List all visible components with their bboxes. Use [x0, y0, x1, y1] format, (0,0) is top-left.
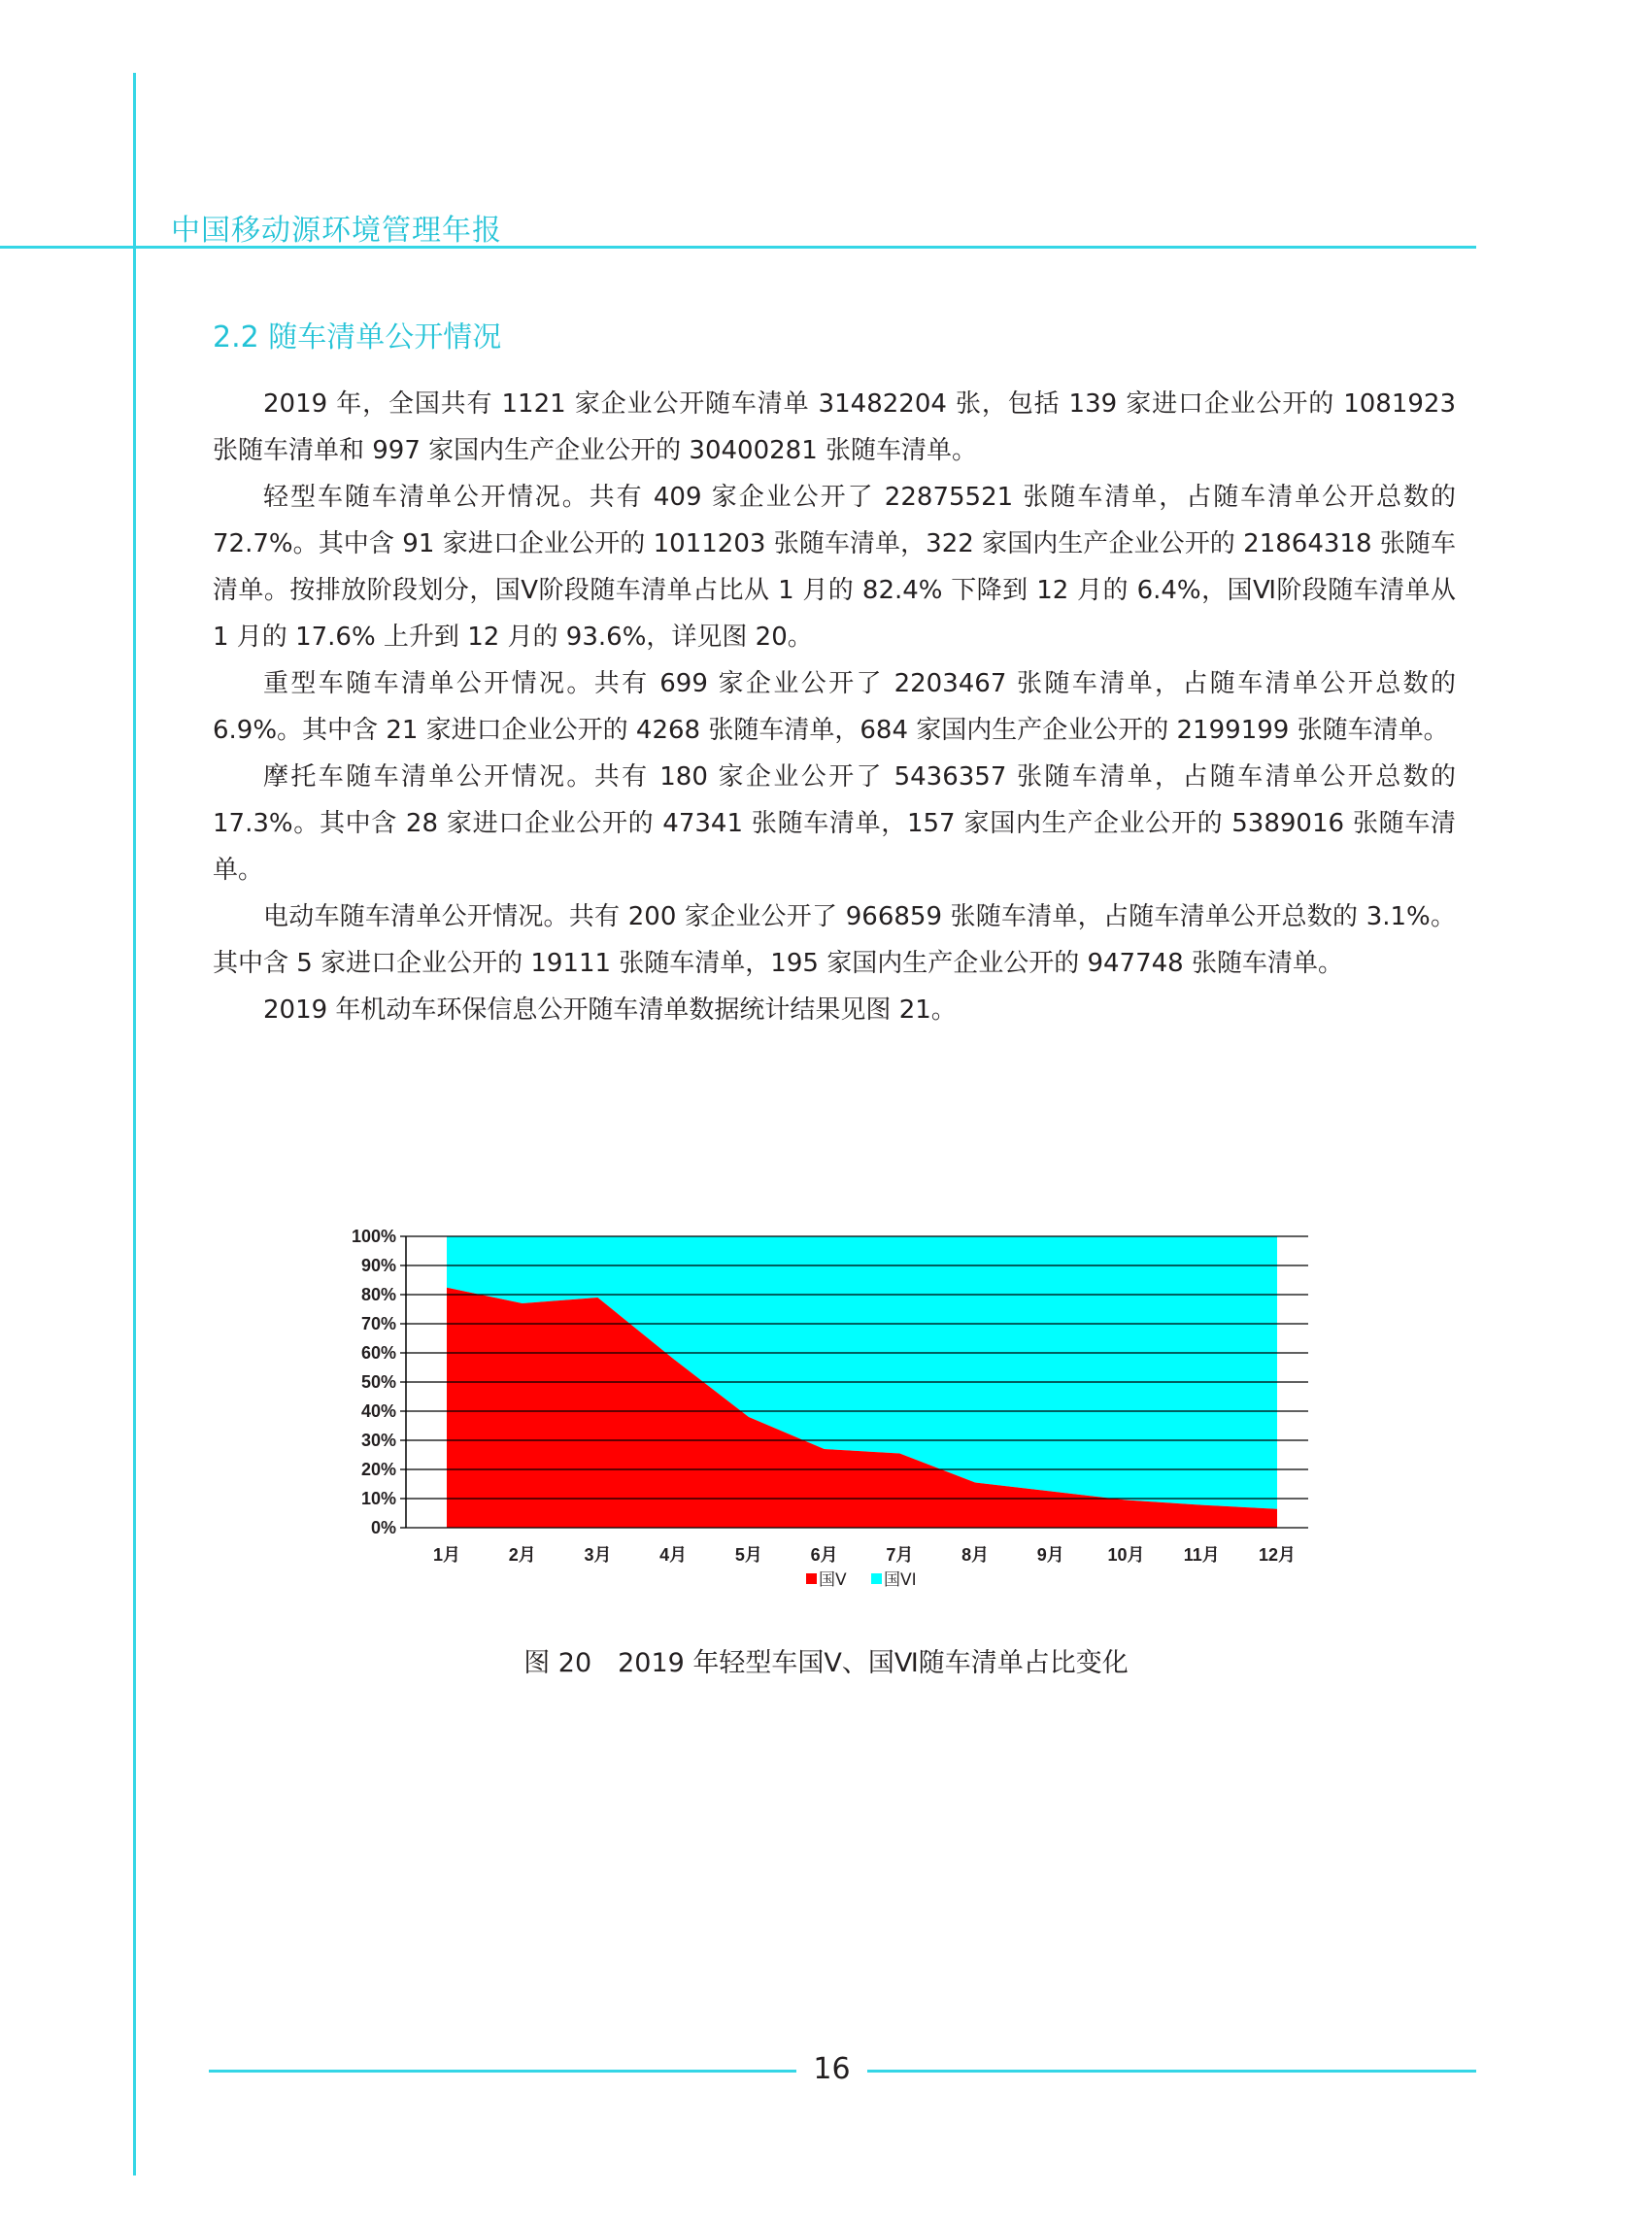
- y-tick-label: 70%: [360, 1314, 396, 1333]
- x-tick-label: 4月: [659, 1545, 688, 1565]
- figure-caption: 图 20 2019 年轻型车国Ⅴ、国Ⅵ随车清单占比变化: [523, 1648, 1129, 1678]
- y-tick-label: 60%: [360, 1343, 396, 1363]
- chart-svg: [316, 1224, 1335, 1612]
- x-tick-label: 2月: [508, 1545, 536, 1565]
- x-tick-label: 1月: [432, 1545, 461, 1565]
- y-tick-label: 100%: [351, 1227, 396, 1246]
- paragraph-summary: 2019 年，全国共有 1121 家企业公开随车清单 31482204 张，包括 139 家进口企业公开的 1081923 张随车清单和 997 家国内生产企业公开的 30400281 张随车清单。: [213, 389, 1456, 465]
- x-tick-label: 3月: [584, 1545, 612, 1565]
- x-tick-label: 10月: [1107, 1545, 1145, 1565]
- paragraph-motorcycle: 摩托车随车清单公开情况。共有 180 家企业公开了 5436357 张随车清单，占随车清单公开总数的 17.3%。其中含 28 家进口企业公开的 47341 张随车清单，157 家国内生产企业公开的 5389016 张随车清单。: [213, 762, 1456, 885]
- legend-swatch-guo5: [806, 1573, 817, 1584]
- paragraph-electric: 电动车随车清单公开情况。共有 200 家企业公开了 966859 张随车清单，占随车清单公开总数的 3.1%。其中含 5 家进口企业公开的 19111 张随车清单，195 家国内生产企业公开的 947748 张随车清单。: [213, 902, 1456, 978]
- footer-rule-left: [209, 2070, 796, 2073]
- y-tick-label: 30%: [360, 1431, 396, 1450]
- y-tick-label: 80%: [360, 1285, 396, 1304]
- page-number: 16: [813, 2052, 851, 2086]
- footer-rule-right: [867, 2070, 1476, 2073]
- x-tick-label: 9月: [1036, 1545, 1064, 1565]
- x-tick-label: 6月: [810, 1545, 838, 1565]
- legend-swatch-guo6: [871, 1573, 882, 1584]
- y-tick-label: 20%: [360, 1460, 396, 1479]
- y-tick-label: 90%: [360, 1256, 396, 1275]
- y-tick-label: 50%: [360, 1372, 396, 1392]
- running-title: 中国移动源环境管理年报: [171, 214, 502, 248]
- legend-label-guo5: 国V: [819, 1570, 847, 1590]
- y-tick-label: 10%: [360, 1489, 396, 1508]
- x-tick-label: 5月: [734, 1545, 762, 1565]
- paragraph-figure-ref: 2019 年机动车环保信息公开随车清单数据统计结果见图 21。: [263, 995, 957, 1025]
- paragraph-heavy-duty: 重型车随车清单公开情况。共有 699 家企业公开了 2203467 张随车清单，占随车清单公开总数的 6.9%。其中含 21 家进口企业公开的 4268 张随车清单，684 家国内生产企业公开的 2199199 张随车清单。: [213, 669, 1456, 745]
- section-title: 2.2 随车清单公开情况: [213, 320, 502, 354]
- x-tick-label: 7月: [886, 1545, 914, 1565]
- x-tick-label: 8月: [961, 1545, 990, 1565]
- x-tick-label: 12月: [1258, 1545, 1297, 1565]
- legend-label-guo6: 国VI: [884, 1570, 917, 1590]
- body-text: [213, 381, 1456, 1033]
- margin-vertical-rule: [133, 73, 136, 2175]
- y-tick-label: 0%: [370, 1518, 396, 1537]
- y-tick-label: 40%: [360, 1401, 396, 1421]
- x-tick-label: 11月: [1183, 1545, 1220, 1565]
- stacked-area-chart: [316, 1224, 1335, 1612]
- paragraph-light-duty: 轻型车随车清单公开情况。共有 409 家企业公开了 22875521 张随车清单，占随车清单公开总数的 72.7%。其中含 91 家进口企业公开的 1011203 张随车清单，322 家国内生产企业公开的 21864318 张随车清单。按排放阶段划分，国Ⅴ阶段随车清单占比从 1 月的 82.4% 下降到 12 月的 6.4%，国Ⅵ阶段随车清单从 1 月的 17.6% 上升到 12 月的 93.6%，详见图 20。: [213, 483, 1456, 652]
